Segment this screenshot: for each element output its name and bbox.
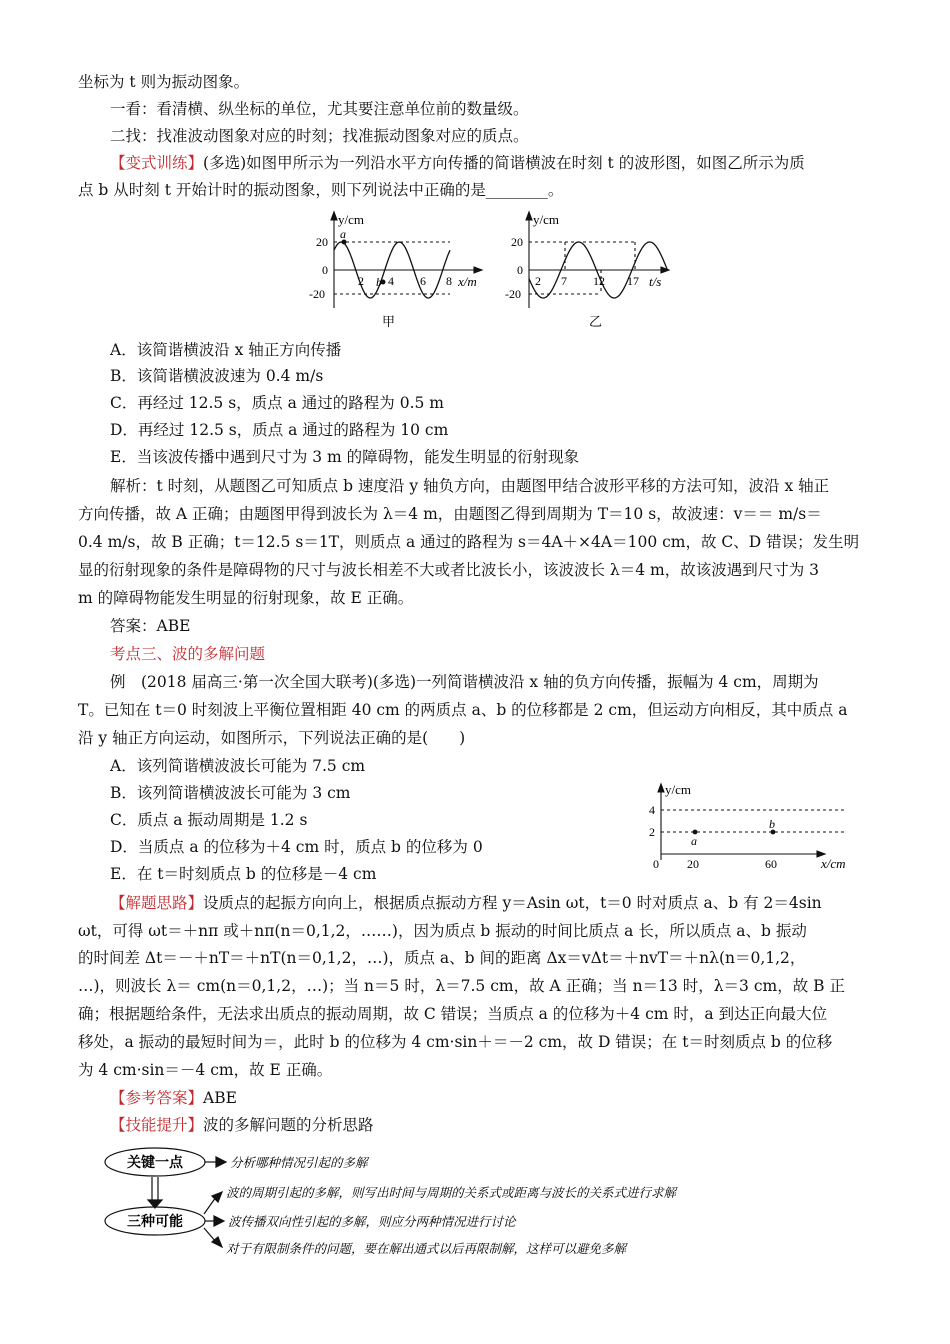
- flow-note: 波的周期引起的多解，则写出时间与周期的关系式或距离与波长的关系式进行求解: [226, 1186, 677, 1200]
- y-tick: 20: [511, 235, 523, 249]
- x-tick: 6: [420, 274, 426, 288]
- flow-note: 对于有限制条件的问题，要在解出通式以后再限制解，这样可以避免多解: [226, 1242, 627, 1256]
- option-line: A．该列简谐横波波长可能为 7.5 cm: [110, 757, 366, 775]
- y-tick: -20: [309, 287, 325, 301]
- option-line: B．该简谐横波波速为 0.4 m/s: [110, 367, 324, 385]
- y-tick: 4: [649, 803, 655, 817]
- text-line: 显的衍射现象的条件是障碍物的尺寸与波长相差不大或者比波长小，该波波长 λ＝4 m，故该波遇到尺寸为 3: [78, 561, 820, 579]
- text-line: …)，则波长 λ＝ cm(n＝0,1,2，…)；当 n＝5 时，λ＝7.5 cm，故 A 正确；当 n＝13 时，λ＝3 cm，故 B 正: [78, 977, 845, 995]
- option-line: E．当该波传播中遇到尺寸为 3 m 的障碍物，能发生明显的衍射现象: [110, 448, 580, 466]
- y-tick: 0: [322, 263, 328, 277]
- text-line: ωt，可得 ωt＝＋nπ 或＋nπ(n＝0,1,2，……)，因为质点 b 振动的时间比质点 a 长，所以质点 a、b 振动: [78, 922, 807, 940]
- x-axis-arrow: [661, 267, 669, 273]
- text-line: 沿 y 轴正方向运动，如图所示，下列说法正确的是( ): [78, 729, 466, 747]
- point-b-label: b: [376, 275, 382, 289]
- x-axis-label: x/cm: [821, 856, 846, 871]
- text-span: 波的多解问题的分析思路: [203, 1116, 374, 1134]
- y-axis-label: y/cm: [533, 212, 559, 227]
- flow-arrowhead: [214, 1216, 224, 1226]
- flow-label: 三种可能: [127, 1215, 183, 1230]
- y-axis-arrow: [526, 212, 532, 220]
- wave-graph-jia: [300, 208, 490, 336]
- text-line: 二找：找准波动图象对应的时刻；找准振动图象对应的质点。: [110, 127, 529, 145]
- option-line: B．该列简谐横波波长可能为 3 cm: [110, 784, 351, 802]
- flow-diagram: [100, 1140, 760, 1270]
- option-line: D．当质点 a 的位移为＋4 cm 时，质点 b 的位移为 0: [110, 838, 483, 856]
- x-tick: 60: [765, 857, 777, 871]
- flow-arrowhead: [216, 1157, 226, 1167]
- answer-value: ABE: [203, 1089, 237, 1107]
- flow-label: 关键一点: [127, 1156, 183, 1171]
- y-axis-arrow: [658, 784, 664, 792]
- section-tag: 【解题思路】: [110, 894, 204, 912]
- graph-caption: 甲: [382, 314, 396, 329]
- text-line: [110, 893, 822, 913]
- text-line: 0.4 m/s，故 B 正确；t＝12.5 s＝1T，则质点 a 通过的路程为 s＝4A＋×4A＝100 cm，故 C、D 错误；发生明: [78, 533, 860, 551]
- text-span: (多选)如图甲所示为一列沿水平方向传播的简谐横波在时刻 t 的波形图，如图乙所示为质: [203, 154, 805, 172]
- text-line: 点 b 从时刻 t 开始计时的振动图象，则下列说法中正确的是________。: [78, 181, 564, 199]
- vibration-graph-yi: [505, 208, 685, 336]
- text-line: 解析：t 时刻，从题图乙可知质点 b 速度沿 y 轴负方向，由题图甲结合波形平移的方法可知，波沿 x 轴正: [110, 477, 830, 495]
- text-line: m 的障碍物能发生明显的衍射现象，故 E 正确。: [78, 589, 414, 607]
- y-axis-label: y/cm: [665, 782, 691, 797]
- x-tick: 4: [388, 274, 394, 288]
- text-line: 方向传播，故 A 正确；由题图甲得到波长为 λ＝4 m，由题图乙得到周期为 T＝10 s，故波速：v＝＝ m/s＝: [78, 505, 822, 523]
- text-line: [110, 153, 805, 173]
- y-tick: 0: [653, 857, 659, 871]
- y-axis-arrow: [331, 212, 337, 220]
- text-line: [110, 1088, 237, 1108]
- text-line: 坐标为 t 则为振动图象。: [78, 73, 250, 91]
- text-line: 确；根据题给条件，无法求出质点的振动周期，故 C 错误；当质点 a 的位移为＋4 cm 时，a 到达正向最大位: [78, 1005, 828, 1023]
- graph-caption: 乙: [589, 314, 603, 329]
- text-line: 一看：看清横、纵坐标的单位，尤其要注意单位前的数量级。: [110, 100, 529, 118]
- y-tick: 0: [517, 263, 523, 277]
- section-heading: 考点三、波的多解问题: [110, 645, 266, 663]
- y-tick: 20: [316, 235, 328, 249]
- text-line: 移处，a 振动的最短时间为＝，此时 b 的位移为 4 cm·sin＋＝－2 cm，故 D 错误；在 t＝时刻质点 b 的位移: [78, 1033, 833, 1051]
- section-tag: 【技能提升】: [110, 1116, 204, 1134]
- flow-arrow: [204, 1197, 216, 1214]
- text-line: T。已知在 t＝0 时刻波上平衡位置相距 40 cm 的两质点 a、b 的位移都是 2 cm，但运动方向相反，其中质点 a: [78, 701, 848, 719]
- answer-line: 答案：ABE: [110, 617, 191, 635]
- x-tick: 7: [561, 274, 567, 288]
- text-line: 为 4 cm·sin＝－4 cm，故 E 正确。: [78, 1061, 333, 1079]
- y-tick: 2: [649, 825, 655, 839]
- point-a-label: a: [340, 227, 346, 241]
- example-graph: [645, 778, 870, 874]
- x-tick: 20: [687, 857, 699, 871]
- option-line: E．在 t＝时刻质点 b 的位移是－4 cm: [110, 865, 377, 883]
- option-line: A．该简谐横波沿 x 轴正方向传播: [110, 341, 342, 359]
- x-tick: 12: [593, 274, 605, 288]
- x-tick: 17: [627, 274, 639, 288]
- point-b-label: b: [769, 817, 775, 831]
- point-a-label: a: [691, 834, 697, 848]
- section-tag: 【变式训练】: [110, 154, 204, 172]
- x-tick: 2: [535, 274, 541, 288]
- x-tick: 2: [358, 274, 364, 288]
- flow-note: 波传播双向性引起的多解，则应分两种情况进行讨论: [228, 1215, 516, 1229]
- option-line: C．质点 a 振动周期是 1.2 s: [110, 811, 308, 829]
- y-axis-label: y/cm: [338, 212, 364, 227]
- text-line: [110, 1115, 374, 1135]
- option-line: C．再经过 12.5 s，质点 a 通过的路程为 0.5 m: [110, 394, 444, 412]
- x-axis-label: t/s: [649, 274, 662, 289]
- flow-note: 分析哪种情况引起的多解: [230, 1156, 368, 1170]
- text-span: 设质点的起振方向向上，根据质点振动方程 y＝Asin ωt，t＝0 时对质点 a、b 有 2＝4sin: [203, 894, 822, 912]
- y-tick: -20: [505, 287, 521, 301]
- x-axis-arrow: [474, 267, 482, 273]
- x-tick: 8: [446, 274, 452, 288]
- x-axis-label: x/m: [458, 274, 477, 289]
- text-line: 的时间差 Δt＝－＋nT＝＋nT(n＝0,1,2，…)，质点 a、b 间的距离 Δx＝vΔt＝＋nvT＝＋nλ(n＝0,1,2，: [78, 949, 806, 967]
- option-line: D．再经过 12.5 s，质点 a 通过的路程为 10 cm: [110, 421, 449, 439]
- section-tag: 【参考答案】: [110, 1089, 204, 1107]
- text-line: 例 (2018 届高三·第一次全国大联考)(多选)一列简谐横波沿 x 轴的负方向传播，振幅为 4 cm，周期为: [110, 673, 819, 691]
